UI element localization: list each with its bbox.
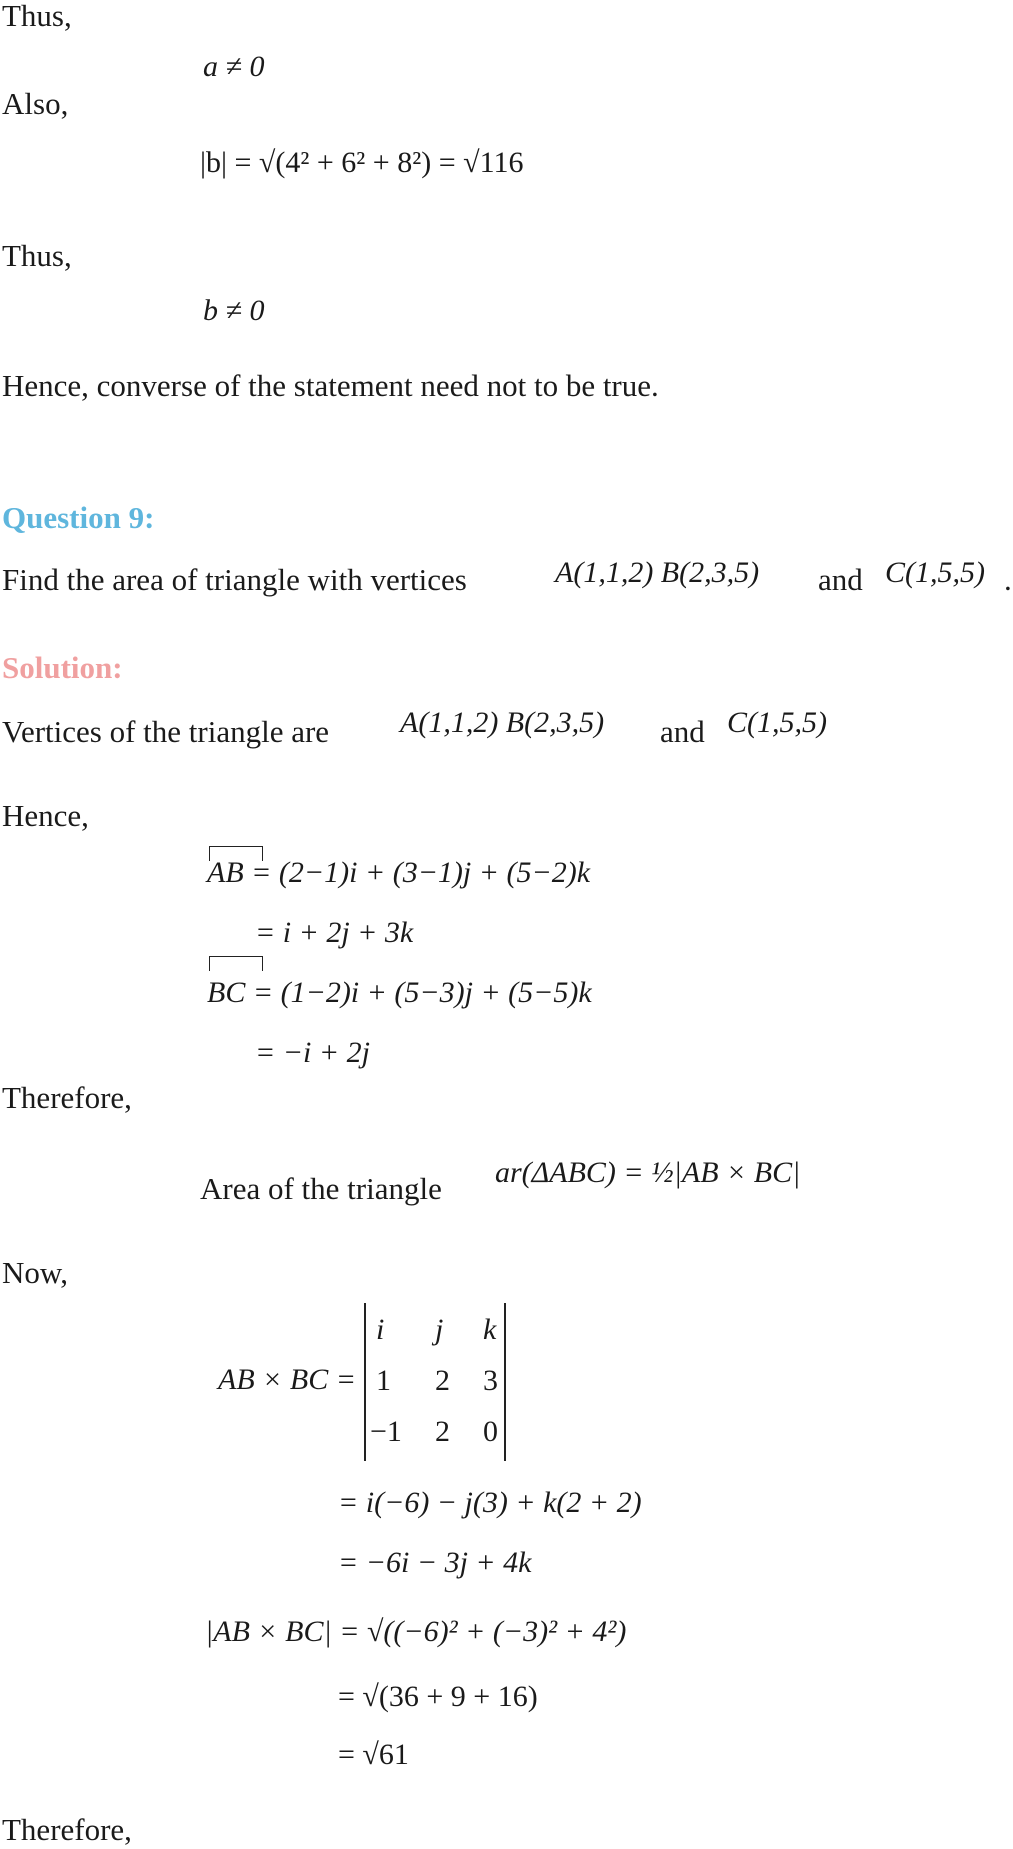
now-label: Now, xyxy=(2,1255,69,1290)
area-formula: ar(ΔABC) = ½|AB × BC| xyxy=(495,1156,801,1189)
ab-vector-result: = i + 2j + 3k xyxy=(255,916,414,949)
ab-vector-equation: AB = (2−1)i + (3−1)j + (5−2)k xyxy=(207,856,591,889)
question-period: . xyxy=(1004,562,1012,597)
question-vertex-c: C(1,5,5) xyxy=(885,556,985,589)
b-not-zero: b ≠ 0 xyxy=(203,294,265,327)
bc-vector-equation: BC = (1−2)i + (5−3)j + (5−5)k xyxy=(207,976,592,1009)
a-not-zero: a ≠ 0 xyxy=(203,50,265,83)
solution-and: and xyxy=(660,714,705,749)
cross-expansion: = i(−6) − j(3) + k(2 + 2) xyxy=(338,1486,642,1519)
question-heading: Question 9: xyxy=(2,500,155,535)
det-cell-k: k xyxy=(483,1313,497,1346)
magnitude-result: = √61 xyxy=(338,1738,409,1771)
vector-arrow-icon xyxy=(209,956,263,971)
det-cell: −1 xyxy=(370,1415,402,1448)
det-cell-j: j xyxy=(435,1313,444,1346)
b-magnitude-equation: |b| = √(4² + 6² + 8²) = √116 xyxy=(200,146,524,179)
det-cell: 1 xyxy=(376,1364,391,1397)
question-text: Find the area of triangle with vertices xyxy=(2,562,467,597)
determinant-left-bar xyxy=(364,1303,366,1461)
hence-label: Hence, xyxy=(2,798,89,833)
det-cell-i: i xyxy=(376,1313,385,1346)
question-vertices-ab: A(1,1,2) B(2,3,5) xyxy=(555,556,760,589)
cross-result: = −6i − 3j + 4k xyxy=(338,1546,532,1579)
area-label: Area of the triangle xyxy=(200,1171,442,1206)
thus-label-2: Thus, xyxy=(2,238,72,273)
vertices-text: Vertices of the triangle are xyxy=(2,714,330,749)
magnitude-equation: |AB × BC| = √((−6)² + (−3)² + 4²) xyxy=(205,1615,627,1648)
solution-heading: Solution: xyxy=(2,650,123,685)
therefore-label-2: Therefore, xyxy=(2,1812,132,1847)
question-and: and xyxy=(818,562,863,597)
det-cell: 3 xyxy=(483,1364,498,1397)
solution-vertex-c: C(1,5,5) xyxy=(727,706,827,739)
thus-label: Thus, xyxy=(2,0,72,33)
det-cell: 2 xyxy=(435,1364,450,1397)
magnitude-step: = √(36 + 9 + 16) xyxy=(338,1680,538,1713)
converse-statement: Hence, converse of the statement need not to be true. xyxy=(2,368,659,403)
det-cell: 2 xyxy=(435,1415,450,1448)
cross-product-lhs: AB × BC = xyxy=(218,1363,356,1396)
also-label: Also, xyxy=(2,86,69,121)
determinant-right-bar xyxy=(504,1303,506,1461)
bc-vector-result: = −i + 2j xyxy=(255,1036,370,1069)
solution-vertices-ab: A(1,1,2) B(2,3,5) xyxy=(400,706,605,739)
det-cell: 0 xyxy=(483,1415,498,1448)
therefore-label: Therefore, xyxy=(2,1080,132,1115)
